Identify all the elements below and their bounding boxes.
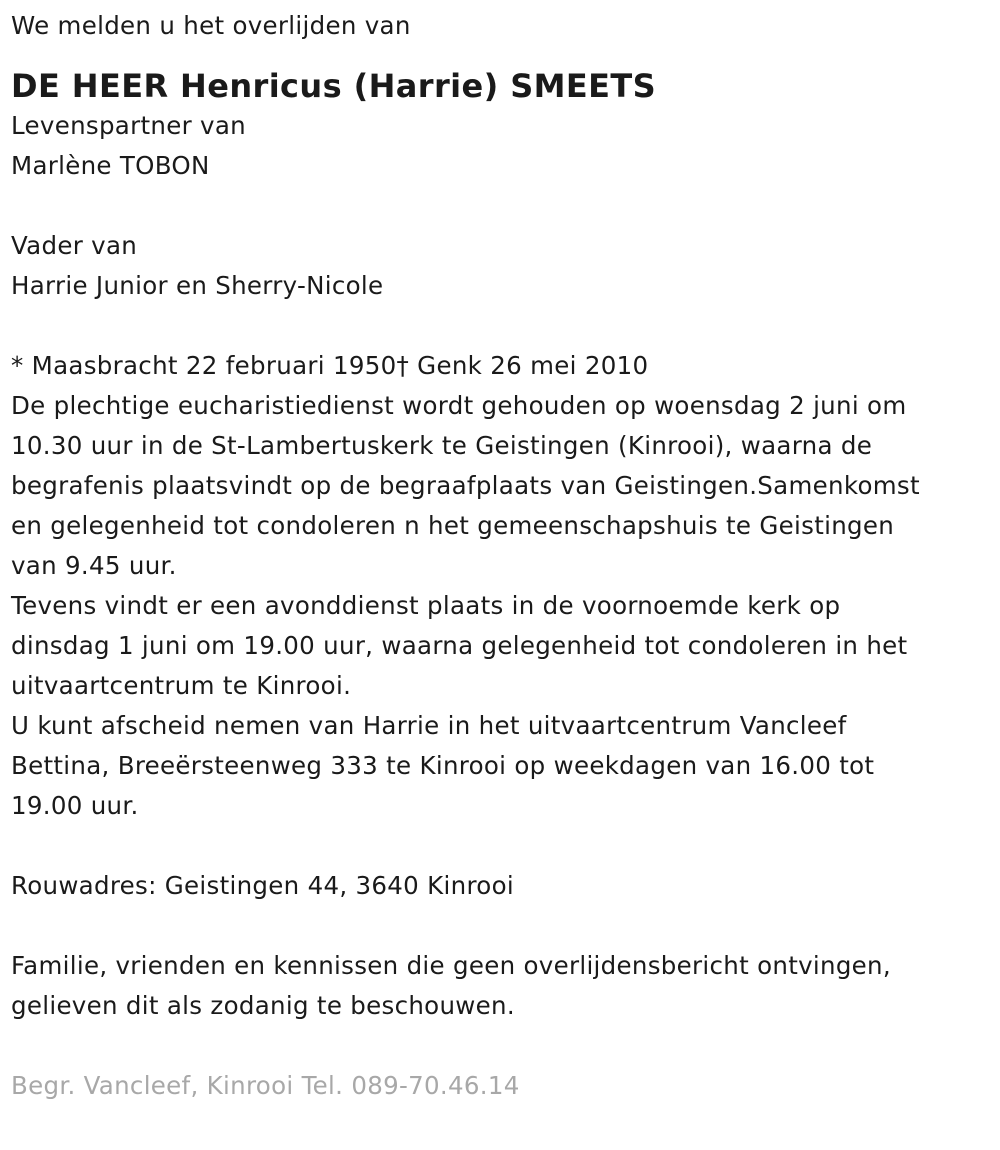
intro-text: We melden u het overlijden van xyxy=(11,11,411,40)
body-line: Tevens vindt er een avonddienst plaats in de voornoemde kerk op xyxy=(11,591,841,620)
children-label: Vader van xyxy=(11,231,138,260)
closing-note xyxy=(11,946,986,1026)
body-line: 10.30 uur in de St-Lambertuskerk te Geistingen (Kinrooi), waarna de xyxy=(11,431,873,460)
spacer xyxy=(11,906,986,946)
service-details xyxy=(11,386,986,826)
deceased-name: DE HEER Henricus (Harrie) SMEETS xyxy=(11,67,657,105)
body-line: 19.00 uur. xyxy=(11,791,139,820)
mourning-address: Rouwadres: Geistingen 44, 3640 Kinrooi xyxy=(11,871,514,900)
body-line: en gelegenheid tot condoleren n het gemeenschapshuis te Geistingen xyxy=(11,511,895,540)
children-names: Harrie Junior en Sherry-Nicole xyxy=(11,271,384,300)
partner-label: Levenspartner van xyxy=(11,111,247,140)
closing-line: Familie, vrienden en kennissen die geen overlijdensbericht ontvingen, xyxy=(11,951,891,980)
spacer xyxy=(11,1026,986,1066)
body-line: begrafenis plaatsvindt op de begraafplaats van Geistingen.Samenkomst xyxy=(11,471,920,500)
birth-death-dates: * Maasbracht 22 februari 1950† Genk 26 mei 2010 xyxy=(11,351,649,380)
spacer xyxy=(11,186,986,226)
body-line: uitvaartcentrum te Kinrooi. xyxy=(11,671,352,700)
death-notice xyxy=(11,6,986,1106)
spacer xyxy=(11,826,986,866)
closing-line: gelieven dit als zodanig te beschouwen. xyxy=(11,991,515,1020)
body-line: dinsdag 1 juni om 19.00 uur, waarna gelegenheid tot condoleren in het xyxy=(11,631,908,660)
body-line: U kunt afscheid nemen van Harrie in het uitvaartcentrum Vancleef xyxy=(11,711,847,740)
partner-name: Marlène TOBON xyxy=(11,151,210,180)
spacer xyxy=(11,306,986,346)
funeral-home-footer: Begr. Vancleef, Kinrooi Tel. 089-70.46.14 xyxy=(11,1071,520,1100)
body-line: Bettina, Breeërsteenweg 333 te Kinrooi op weekdagen van 16.00 tot xyxy=(11,751,875,780)
body-line: van 9.45 uur. xyxy=(11,551,177,580)
body-line: De plechtige eucharistiedienst wordt gehouden op woensdag 2 juni om xyxy=(11,391,907,420)
